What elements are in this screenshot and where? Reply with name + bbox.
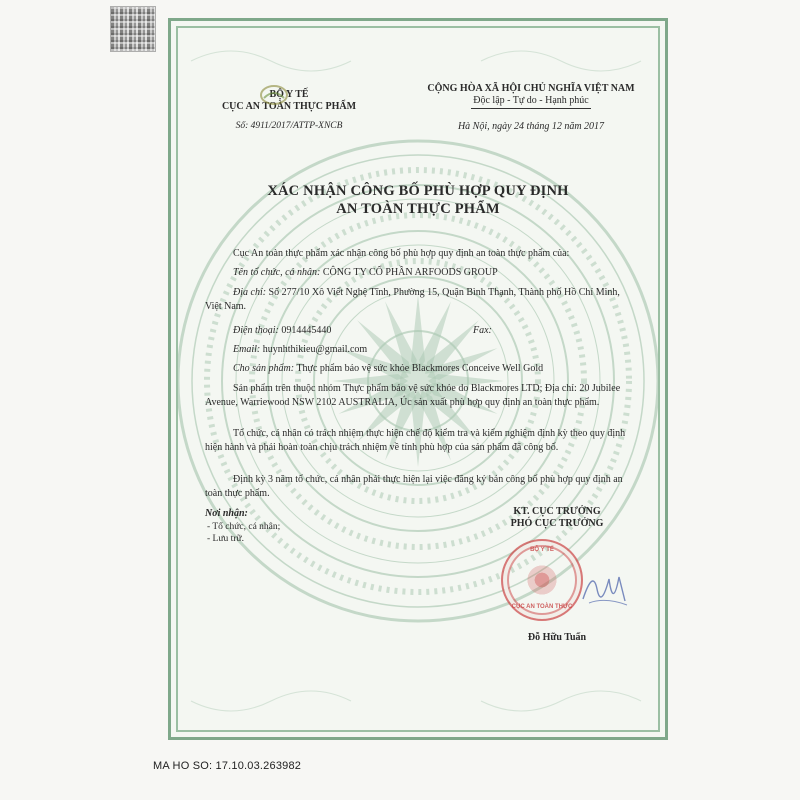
signer-title-2: PHÓ CỤC TRƯỞNG (510, 518, 604, 529)
address-label: Địa chỉ: (233, 287, 267, 298)
document-title-line2: AN TOÀN THỰC PHẨM (336, 201, 500, 217)
document-title-line1: XÁC NHẬN CÔNG BỐ PHÙ HỢP QUY ĐỊNH (267, 183, 569, 199)
signer-title-1: KT. CỤC TRƯỞNG (513, 506, 601, 517)
responsibility-paragraph: Tổ chức, cá nhân có trách nhiệm thực hiện chế độ kiểm tra và kiểm nghiệm định kỳ theo quy định hiện hành và phải hoàn toàn chịu trách nhiệm về tính phù hợp của sản phẩm đã công bố. (205, 428, 626, 453)
intro-text: Cục An toàn thực phẩm xác nhận công bố phù hợp quy định an toàn thực phẩm của: (233, 248, 570, 259)
email-line (233, 344, 367, 356)
official-seal (501, 539, 583, 621)
product-origin-paragraph: Sản phẩm trên thuộc nhóm Thực phẩm bảo vệ sức khỏe do Blackmores LTD; Địa chỉ: 20 Jubilee Avenue, Warriewood NSW 2102 AUSTRALIA, Úc sản xuất phù hợp quy định an toàn thực phẩm. (205, 383, 621, 408)
document-number: Số: 4911/2017/ATTP-XNCB (235, 121, 343, 131)
address-value: Số 277/10 Xô Viết Nghệ Tĩnh, Phường 15, Quận Bình Thạnh, Thành phố Hồ Chí Minh, Việt Nam. (205, 287, 620, 312)
department-name: CỤC AN TOÀN THỰC PHẨM (221, 101, 357, 112)
seal-emblem-icon (525, 563, 559, 597)
national-motto: Độc lập - Tự do - Hạnh phúc (473, 95, 589, 106)
product-label: Cho sản phẩm: (233, 363, 295, 374)
email-label: Email: (233, 344, 261, 355)
phone-label: Điện thoại: (233, 325, 279, 336)
organization-line (233, 267, 498, 279)
place-date: Hà Nội, ngày 24 tháng 12 năm 2017 (457, 121, 605, 132)
handwritten-signature (575, 559, 635, 619)
department-logo-icon (259, 84, 289, 106)
country-name: CỘNG HÒA XÃ HỘI CHỦ NGHĨA VIỆT NAM (427, 83, 635, 94)
fax-label: Fax: (473, 325, 492, 336)
dossier-code: MA HO SO: 17.10.03.263982 (153, 760, 302, 772)
product-line (233, 363, 543, 375)
address-line (205, 286, 635, 313)
recipient-item: - Lưu trữ. (207, 534, 244, 544)
seal-text-top: BỘ Y TẾ (530, 547, 554, 553)
phone-line (233, 325, 331, 337)
motto-underline (471, 108, 591, 109)
product-value: Thực phẩm bảo vệ sức khỏe Blackmores Conceive Well Gold (296, 363, 544, 374)
phone-value: 0914445440 (281, 325, 332, 336)
ministry-name: BỘ Y TẾ (269, 89, 309, 100)
periodic-registration-paragraph: Định kỳ 3 năm tổ chức, cá nhân phải thực hiện lại việc đăng ký bản công bố phù hợp quy định an toàn thực phẩm. (205, 474, 623, 499)
certificate-document (168, 18, 668, 740)
organization-value: CÔNG TY CỔ PHẦN ARFOODS GROUP (322, 267, 498, 278)
organization-label: Tên tổ chức, cá nhân: (233, 267, 321, 278)
qr-code-icon (110, 6, 156, 52)
recipients-label: Nơi nhận: (205, 508, 248, 519)
email-value: huynhthikieu@gmail.com (262, 344, 368, 355)
seal-text-bottom: CỤC AN TOÀN THỰC (511, 604, 573, 610)
signer-name: Đỗ Hữu Tuấn (527, 632, 587, 643)
recipient-item: - Tổ chức, cá nhân; (207, 522, 281, 532)
